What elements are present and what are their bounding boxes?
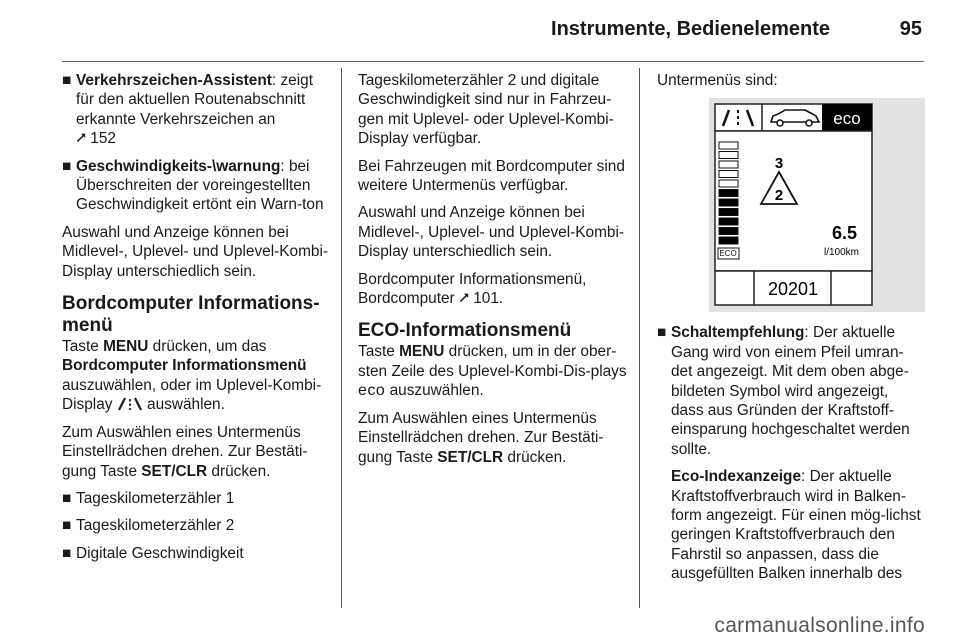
current-gear: 2 (774, 187, 784, 205)
text: Zum Auswählen eines Untermenüs Einstellrädchen drehen. Zur Bestäti-gung Taste (358, 409, 604, 466)
eco-bar-filled (719, 199, 738, 206)
list-item (62, 489, 332, 508)
text: : zeigt für den aktuellen Routenabschnitt erkannte Verkehrszeichen an (76, 72, 313, 128)
bullet-square-icon: ■ (62, 157, 72, 175)
text: drücken. (207, 462, 271, 480)
term: Schaltempfehlung (671, 324, 805, 342)
header-rule (62, 61, 924, 62)
text: Taste (358, 343, 400, 361)
paragraph-select (62, 423, 332, 481)
heading-eco-menu: ECO-Informationsmenü (358, 320, 572, 342)
bullet-square-icon: ■ (62, 72, 72, 89)
item-label: Tageskilometerzähler 1 (76, 489, 235, 507)
consumption-unit: l/100km (823, 247, 859, 259)
set-clr-key: SET/CLR (437, 448, 504, 466)
menu-key: MENU (399, 343, 445, 361)
odometer-value: 20201 (767, 279, 819, 300)
column-3 (657, 71, 925, 584)
term: Eco-Indexanzeige (671, 468, 802, 486)
bullet-square-icon: ■ (62, 544, 72, 562)
set-clr-key: SET/CLR (141, 462, 208, 480)
bullet-square-icon: ■ (62, 489, 72, 507)
watermark-footer: carmanualsonline.info (714, 614, 925, 637)
paragraph-eco-menu (358, 342, 630, 400)
menu-key: MENU (103, 338, 149, 356)
page-header-title: Instrumente, Bedienelemente (551, 18, 830, 40)
eco-bar-filled (719, 190, 738, 197)
term: Geschwindigkeits-\warnung (76, 157, 281, 175)
text: drücken, um in der ober-sten Zeile des Uplevel-Kombi-Dis-plays (358, 343, 627, 380)
paragraph: Bordcomputer Informationsmenü, Bordcomputer ⭧ 101. (358, 270, 587, 308)
text: : Der aktuelle Kraftstoffverbrauch wird in Balken-form angezeigt. Für einen mög-lichst geringen Kraftstoffverbrauch den Fahrstil so anpassen, dass die ausgefüllten Balken innerhalb des (671, 468, 921, 583)
eco-bars-label: ECO (719, 249, 737, 259)
bullet-traffic-sign-assistant (62, 71, 332, 149)
paragraph-menu (62, 337, 332, 415)
text: Taste (62, 338, 104, 356)
eco-bar-empty (719, 142, 738, 149)
text: auszuwählen. (385, 382, 484, 400)
bullet-square-icon: ■ (657, 324, 667, 342)
text: auszuwählen, oder im Uplevel-Kombi-Display (62, 376, 322, 414)
paragraph-select (358, 409, 630, 467)
target-gear: 3 (774, 155, 784, 173)
eco-index-bars (719, 142, 738, 244)
text: auswählen. (142, 396, 225, 414)
paragraph: Auswahl und Anzeige können bei Midlevel-, Uplevel- und Uplevel-Kombi-Display unterschiedlich sein. (358, 204, 625, 261)
eco-bar-filled (719, 237, 738, 244)
paragraph: Bei Fahrzeugen mit Bordcomputer sind weitere Untermenüs verfügbar. (358, 157, 625, 195)
page-number: 95 (899, 18, 922, 40)
eco-bar-empty (719, 171, 738, 178)
list-item (62, 544, 332, 563)
menu-name: Bordcomputer Informationsmenü (62, 357, 307, 375)
item-label: Digitale Geschwindigkeit (76, 544, 244, 562)
text: drücken. (503, 448, 567, 466)
bullet-square-icon: ■ (62, 517, 72, 535)
term: Verkehrszeichen-Assistent (76, 72, 272, 89)
item-label: Tageskilometerzähler 2 (76, 517, 235, 535)
eco-bar-filled (719, 218, 738, 225)
paragraph: Tageskilometerzähler 2 und digitale Geschwindigkeit sind nur in Fahrzeu-gen mit Uplevel- oder Uplevel-Kombi-Display verfügbar. (358, 72, 614, 148)
consumption-value: 6.5 (831, 223, 857, 244)
bullet-shift-recommendation (657, 323, 925, 459)
column-divider-2 (639, 68, 640, 608)
page-ref: ⭧ 152 (76, 130, 116, 148)
eco-bar-empty (719, 161, 738, 168)
text: drücken, um das (148, 338, 267, 356)
column-2 (358, 71, 630, 475)
text: : bei Überschreiten der voreingestellten Geschwindigkeit ertönt ein Warn-ton (76, 157, 324, 214)
paragraph: Untermenüs sind: (657, 72, 778, 89)
text: Zum Auswählen eines Untermenüs Einstellrädchen drehen. Zur Bestäti-gung Taste (62, 423, 308, 480)
trip-computer-icon (117, 397, 143, 411)
column-1 (62, 71, 332, 571)
column-divider-1 (341, 68, 342, 608)
eco-bar-filled (719, 228, 738, 235)
list-item (62, 516, 332, 535)
eco-tab-label: eco (833, 109, 861, 129)
eco-bar-empty (719, 152, 738, 159)
eco-bar-empty (719, 180, 738, 187)
heading-trip-computer: Bordcomputer Informations-menü (62, 293, 320, 337)
eco-display-illustration (709, 98, 925, 312)
eco-symbol: eco (358, 382, 386, 400)
bullet-speed-warning (62, 157, 332, 215)
paragraph: Auswahl und Anzeige können bei Midlevel-, Uplevel- und Uplevel-Kombi-Display unterschiedlich sein. (62, 223, 329, 280)
text: : Der aktuelle Gang wird von einem Pfeil umran-det angezeigt. Mit dem oben abge-bildeten Symbol wird angezeigt, dass aus Gründen der Kraftstoff-einsparung hochgeschaltet werden sollte. (671, 324, 910, 458)
eco-bar-filled (719, 209, 738, 216)
eco-index-paragraph (657, 467, 925, 583)
